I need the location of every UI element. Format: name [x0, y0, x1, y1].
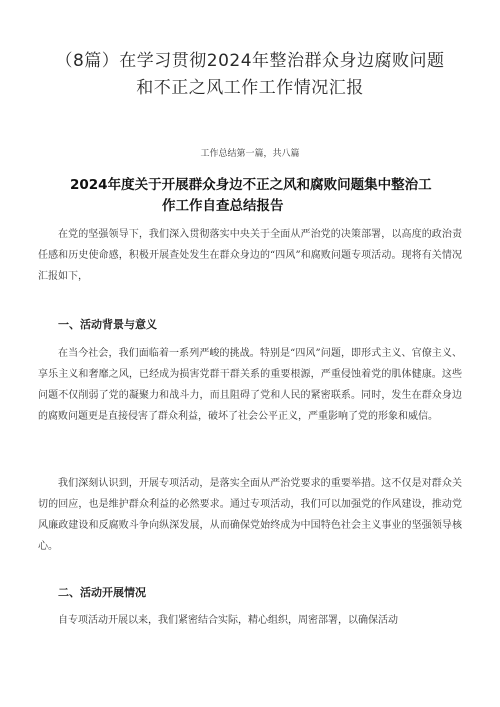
document-title — [30, 48, 470, 102]
report-title — [58, 175, 478, 217]
section1-paragraph2: 我们深刻认识到，开展专项活动，是落实全面从严治党要求的重要举措。这不仅是对群众关切的回应，也是维护群众利益的必然要求。通过专项活动，我们可以加强党的作风建设，推动党风廉政建设和反腐败斗争向纵深发展，从而确保党始终成为中国特色社会主义事业的坚强领导核心。 — [38, 478, 462, 552]
section2-paragraph1: 自专项活动开展以来，我们紧密结合实际，精心组织，周密部署，以确保活动 — [58, 615, 398, 626]
report-title-line1: 2024年度关于开展群众身边不正之风和腐败问题集中整治工 — [70, 177, 432, 193]
document-subtitle: 工作总结第一篇，共八篇 — [200, 149, 300, 159]
document-title-line1: （8篇）在学习贯彻2024年整治群众身边腐败问题 — [55, 51, 445, 71]
section1-heading: 一、活动背景与意义 — [58, 318, 157, 331]
section1-paragraph1: 在当今社会，我们面临着一系列严峻的挑战。特别是“四风”问题，即形式主义、官僚主义、享乐主义和奢靡之风，已经成为损害党群干群关系的重要根源，严重侵蚀着党的肌体健康。这些问题不仅削弱了党的凝聚力和战斗力，而且阻碍了党和人民的紧密联系。同时，发生在群众身边的腐败问题更是直接侵害了群众利益，破坏了社会公平正义，严重影响了党的形象和威信。 — [38, 348, 462, 422]
document-title-line2: 和不正之风工作工作情况汇报 — [136, 78, 364, 98]
report-title-line2: 作工作自查总结报告 — [162, 198, 284, 214]
section2-heading: 二、活动开展情况 — [58, 586, 146, 599]
intro-paragraph: 在党的坚强领导下，我们深入贯彻落实中央关于全面从严治党的决策部署，以高度的政治责任感和历史使命感，积极开展查处发生在群众身边的“四风”和腐败问题专项活动。现将有关情况汇报如下， — [38, 229, 462, 282]
